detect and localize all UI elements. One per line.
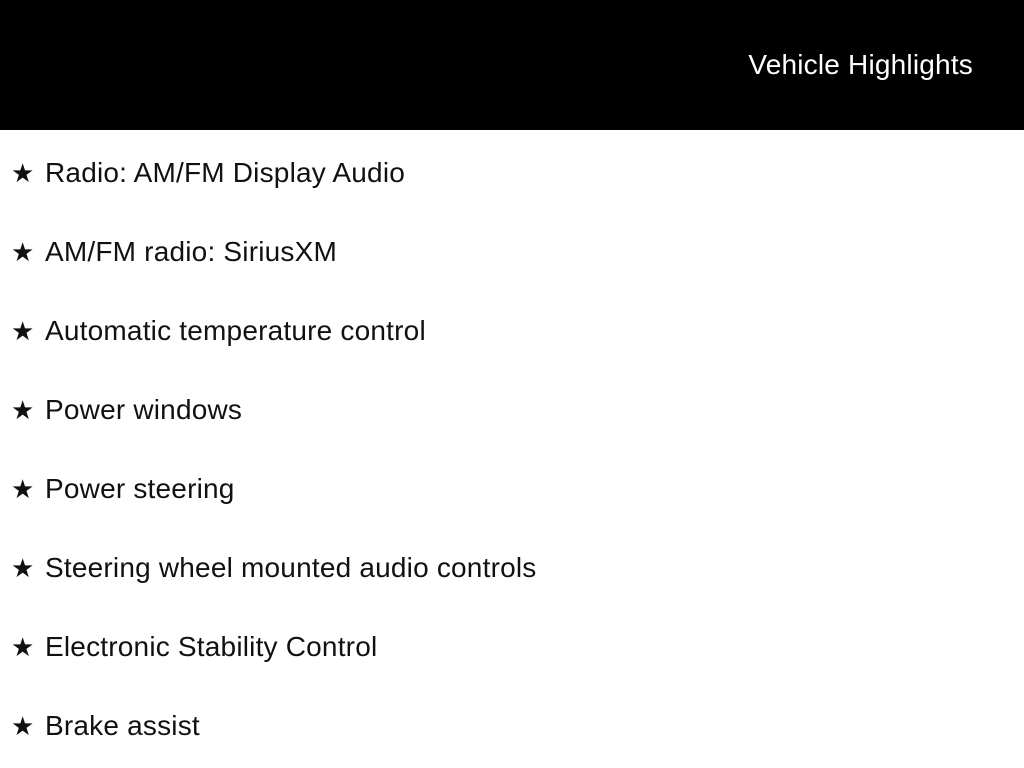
star-icon: ★ <box>11 157 35 188</box>
list-item <box>0 370 1024 449</box>
list-item-label: Electronic Stability Control <box>45 630 378 662</box>
header-bar <box>0 0 1024 130</box>
star-icon: ★ <box>11 394 35 425</box>
star-icon: ★ <box>11 710 35 741</box>
list-item <box>0 449 1024 528</box>
list-item-label: Radio: AM/FM Display Audio <box>45 156 406 188</box>
page-title: Vehicle Highlights <box>748 49 973 80</box>
list-item <box>0 528 1024 607</box>
list-item <box>0 607 1024 686</box>
list-item-label: AM/FM radio: SiriusXM <box>45 235 338 267</box>
list-item <box>0 291 1024 370</box>
highlights-list <box>0 130 1024 765</box>
list-item <box>0 686 1024 765</box>
list-item-label: Power steering <box>45 472 235 504</box>
star-icon: ★ <box>11 473 35 504</box>
list-item-label: Brake assist <box>45 709 200 741</box>
list-item-label: Steering wheel mounted audio controls <box>45 551 537 583</box>
list-item-label: Power windows <box>45 393 243 425</box>
list-item-label: Automatic temperature control <box>45 314 426 346</box>
star-icon: ★ <box>11 236 35 267</box>
star-icon: ★ <box>11 631 35 662</box>
star-icon: ★ <box>11 552 35 583</box>
list-item <box>0 133 1024 212</box>
list-item <box>0 212 1024 291</box>
star-icon: ★ <box>11 315 35 346</box>
